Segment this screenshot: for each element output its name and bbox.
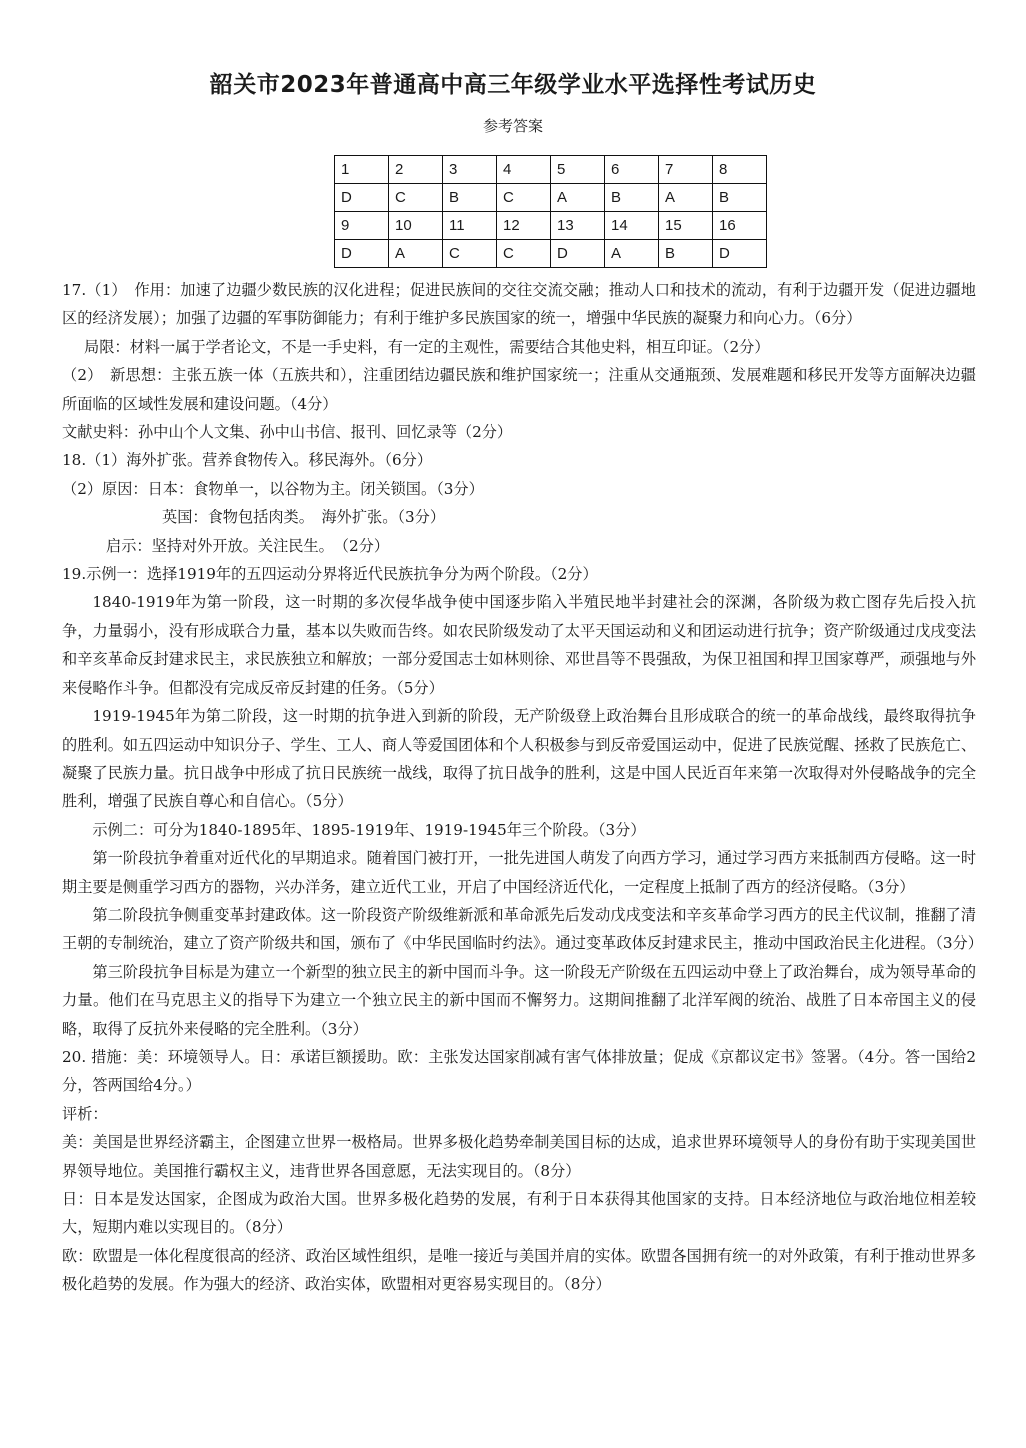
question-number-cell: 11 [443, 212, 497, 240]
answer-cell: C [497, 184, 551, 212]
question-number-cell: 16 [713, 212, 767, 240]
answer-paragraph: 18.（1）海外扩张。营养食物传入。移民海外。（6分） [62, 451, 433, 470]
answer-paragraph: 文献史料：孙中山个人文集、孙中山书信、报刊、回忆录等（2分） [62, 423, 513, 442]
answer-paragraph: 示例二：可分为1840-1895年、1895-1919年、1919-1945年三个阶段。（3分） [92, 820, 646, 839]
answer-cell: B [605, 184, 659, 212]
answer-table-row [335, 156, 767, 184]
question-number-cell: 9 [335, 212, 389, 240]
answer-table-row [335, 184, 767, 212]
answer-cell: B [443, 184, 497, 212]
answer-paragraph: （2） 新思想：主张五族一体（五族共和），注重团结边疆民族和维护国家统一；注重从交通瓶颈、发展难题和移民开发等方面解决边疆所面临的区域性发展和建设问题。（4分） [62, 366, 976, 413]
answer-paragraph: 第三阶段抗争目标是为建立一个新型的独立民主的新中国而斗争。这一阶段无产阶级在五四运动中登上了政治舞台，成为领导革命的力量。他们在马克思主义的指导下为建立一个独立民主的新中国而不懈努力。这期间推翻了北洋军阀的统治、战胜了日本帝国主义的侵略，取得了反抗外来侵略的完全胜利。（3分） [62, 962, 976, 1038]
answer-paragraph: 美：美国是世界经济霸主，企图建立世界一极格局。世界多极化趋势牵制美国目标的达成，追求世界环境领导人的身份有助于实现美国世界领导地位。美国推行霸权主义，违背世界各国意愿，无法实现目的。（8分） [62, 1133, 976, 1180]
answer-paragraph: 1919-1945年为第二阶段，这一时期的抗争进入到新的阶段，无产阶级登上政治舞台且形成联合的统一的革命战线，最终取得抗争的胜利。如五四运动中知识分子、学生、工人、商人等爱国团体和个人积极参与到反帝爱国运动中，促进了民族觉醒、拯救了民族危亡、凝聚了民族力量。抗日战争中形成了抗日民族统一战线，取得了抗日战争的胜利，这是中国人民近百年来第一次取得对外侵略战争的完全胜利，增强了民族自尊心和自信心。（5分） [62, 707, 976, 811]
question-number-cell: 3 [443, 156, 497, 184]
answer-cell: A [551, 184, 605, 212]
question-number-cell: 14 [605, 212, 659, 240]
question-number-cell: 6 [605, 156, 659, 184]
answer-cell: D [713, 240, 767, 268]
page-subtitle: 参考答案 [482, 117, 543, 135]
answer-paragraph: 日：日本是发达国家，企图成为政治大国。世界多极化趋势的发展，有利于日本获得其他国家的支持。日本经济地位与政治地位相差较大，短期内难以实现目的。（8分） [62, 1190, 976, 1237]
question-number-cell: 2 [389, 156, 443, 184]
answer-paragraph: 局限：材料一属于学者论文，不是一手史料，有一定的主观性，需要结合其他史料，相互印证。（2分） [84, 337, 770, 356]
answer-paragraph: 1840-1919年为第一阶段，这一时期的多次侵华战争使中国逐步陷入半殖民地半封建社会的深渊，各阶级为救亡图存先后投入抗争，力量弱小，没有形成联合力量，基本以失败而告终。如农民阶级发动了太平天国运动和义和团运动进行抗争；资产阶级通过戊戌变法和辛亥革命反封建求民主，求民族独立和解放；一部分爱国志士如林则徐、邓世昌等不畏强敌，为保卫祖国和捍卫国家尊严，顽强地与外来侵略作斗争。但都没有完成反帝反封建的任务。（5分） [62, 593, 976, 697]
answer-paragraph: （2）原因：日本：食物单一，以谷物为主。闭关锁国。（3分） [62, 479, 484, 498]
question-number-cell: 1 [335, 156, 389, 184]
answer-cell: C [389, 184, 443, 212]
question-number-cell: 7 [659, 156, 713, 184]
answer-paragraph: 第一阶段抗争着重对近代化的早期追求。随着国门被打开，一批先进国人萌发了向西方学习，通过学习西方来抵制西方侵略。这一时期主要是侧重学习西方的器物，兴办洋务，建立近代工业，开启了中国经济近代化，一定程度上抵制了西方的经济侵略。（3分） [62, 849, 976, 896]
question-number-cell: 15 [659, 212, 713, 240]
answer-paragraph: 评析： [62, 1104, 108, 1123]
answer-paragraph: 启示：坚持对外开放。关注民生。 （2分） [106, 536, 390, 555]
question-number-cell: 13 [551, 212, 605, 240]
answer-cell: A [659, 184, 713, 212]
page-title: 韶关市2023年普通高中高三年级学业水平选择性考试历史 [209, 72, 817, 98]
answer-paragraph: 17.（1） 作用：加速了边疆少数民族的汉化进程；促进民族间的交往交流交融；推动人口和技术的流动，有利于边疆开发（促进边疆地区的经济发展）；加强了边疆的军事防御能力；有利于维护多民族国家的统一，增强中华民族的凝聚力和向心力。（6分） [62, 281, 976, 328]
question-number-cell: 8 [713, 156, 767, 184]
answer-cell: B [713, 184, 767, 212]
question-number-cell: 5 [551, 156, 605, 184]
answer-key-table [334, 155, 767, 268]
answer-text-body [62, 276, 983, 1299]
answer-paragraph: 20. 措施：美：环境领导人。日：承诺巨额援助。欧：主张发达国家削减有害气体排放量；促成《京都议定书》签署。（4分。答一国给2分，答两国给4分。） [62, 1047, 976, 1095]
answer-cell: C [497, 240, 551, 268]
answer-cell: D [335, 240, 389, 268]
question-number-cell: 4 [497, 156, 551, 184]
question-number-cell: 12 [497, 212, 551, 240]
answer-table-row [335, 240, 767, 268]
answer-cell: D [335, 184, 389, 212]
question-number-cell: 10 [389, 212, 443, 240]
answer-cell: B [659, 240, 713, 268]
answer-cell: C [443, 240, 497, 268]
answer-paragraph: 欧：欧盟是一体化程度很高的经济、政治区域性组织，是唯一接近与美国并肩的实体。欧盟各国拥有统一的对外政策，有利于推动世界多极化趋势的发展。作为强大的经济、政治实体，欧盟相对更容易实现目的。（8分） [62, 1246, 976, 1294]
answer-cell: D [551, 240, 605, 268]
answer-cell: A [605, 240, 659, 268]
answer-paragraph: 第二阶段抗争侧重变革封建政体。这一阶段资产阶级维新派和革命派先后发动戊戌变法和辛亥革命学习西方的民主代议制，推翻了清王朝的专制统治，建立了资产阶级共和国，颁布了《中华民国临时约法》。通过变革政体反封建求民主，推动中国政治民主化进程。（3分） [62, 905, 983, 953]
answer-cell: A [389, 240, 443, 268]
answer-paragraph: 19.示例一：选择1919年的五四运动分界将近代民族抗争分为两个阶段。（2分） [62, 565, 598, 584]
answer-paragraph: 英国：食物包括肉类。 海外扩张。（3分） [162, 508, 446, 527]
answer-table-row [335, 212, 767, 240]
